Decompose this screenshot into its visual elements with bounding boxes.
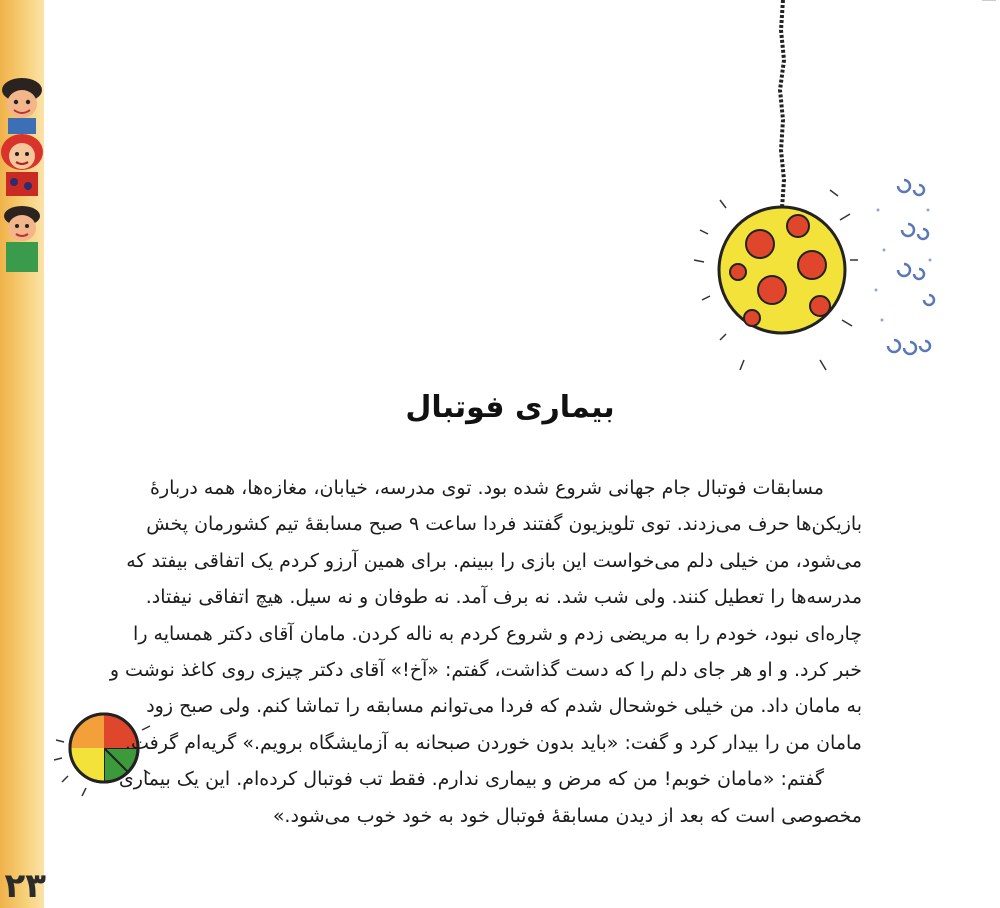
story-line: بازیکن‌ها حرف می‌زدند. توی تلویزیون گفتند فردا ساعت ۹ صبح مسابقهٔ تیم کشورمان پخش bbox=[146, 513, 862, 536]
corner-mark-icon bbox=[982, 0, 996, 6]
story-title: بیماری فوتبال bbox=[405, 390, 615, 425]
hanging-football-icon bbox=[680, 0, 860, 390]
story-line: خبر کرد. و او هر جای دلم را که دست گذاشت، گفتم: «آخ!» آقای دکتر چیزی روی کاغذ نوشت و bbox=[109, 658, 862, 681]
story-line: به مامان داد. من خیلی خوشحال شدم که فردا می‌توانم مسابقه را تماشا کنم. ولی صبح زود bbox=[146, 695, 862, 718]
page-spine bbox=[0, 0, 44, 908]
story-line: می‌شود، من خیلی دلم می‌خواست این بازی را ببینم. برای همین آرزو کردم یک اتفاقی بیفتد که bbox=[126, 549, 862, 572]
story-line: مامان من را بیدار کرد و گفت: «باید بدون خوردن صبحانه به آزمایشگاه برویم.» گریه‌ام گرفت. bbox=[124, 731, 862, 754]
children-faces-icon bbox=[0, 76, 44, 276]
story-line: مسابقات فوتبال جام جهانی شروع شده بود. توی مدرسه، خیابان، مغازه‌ها، همه دربارهٔ bbox=[150, 477, 824, 499]
story-body bbox=[109, 470, 862, 834]
story-line: چاره‌ای نبود، خودم را به مریضی زدم و شروع کردم به ناله کردن. مامان آقای دکتر همسایه را bbox=[133, 622, 862, 645]
story-line: گفتم: «مامان خوبم! من که مرض و بیماری ندارم. فقط تب فوتبال کرده‌ام. این یک بیماری bbox=[118, 768, 824, 791]
story-line: مخصوصی است که بعد از دیدن مسابقهٔ فوتبال خود به خود خوب می‌شود.» bbox=[272, 804, 862, 827]
story-line: مدرسه‌ها را تعطیل کنند. ولی شب شد. نه برف آمد. نه طوفان و نه سیل. هیچ اتفاقی نیفتاد. bbox=[145, 586, 862, 609]
blue-bubbles-icon bbox=[868, 170, 938, 370]
page-number: ۲۳ bbox=[4, 866, 46, 906]
